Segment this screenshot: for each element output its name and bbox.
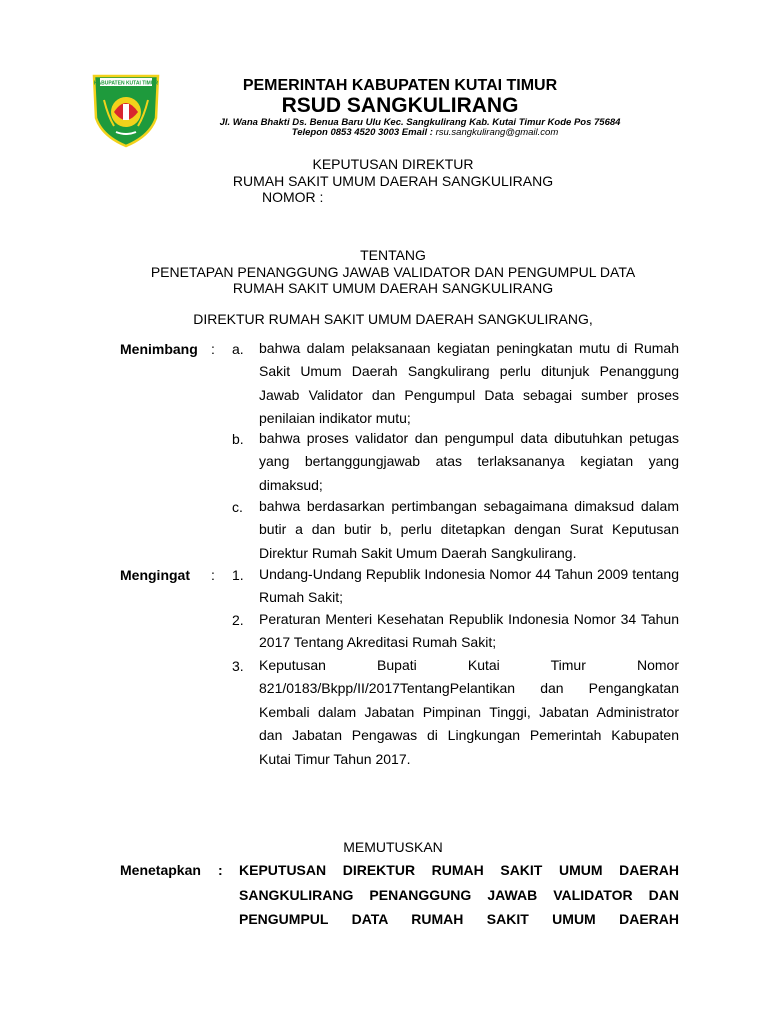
menetapkan-label: Menetapkan xyxy=(120,862,201,878)
letterhead-phone: Telepon 0853 4520 3003 Email : xyxy=(291,127,433,138)
menimbang-item-b: bahwa proses validator dan pengumpul data dibutuhkan petugas yang bertanggungjawab atas terlaksananya kegiatan yang dimaksud; xyxy=(259,430,679,493)
menimbang-colon: : xyxy=(211,341,215,357)
svg-text:KABUPATEN KUTAI TIMUR: KABUPATEN KUTAI TIMUR xyxy=(93,80,159,87)
letterhead-email: rsu.sangkulirang@gmail.com xyxy=(435,127,559,138)
menimbang-item-c: bahwa berdasarkan pertimbangan sebagaimana dimaksud dalam butir a dan butir b, perlu ditetapkan dengan Surat Keputusan Direktur Rumah Sakit Umum Daerah Sangkulirang. xyxy=(259,498,679,561)
menimbang-label: Menimbang xyxy=(120,341,198,357)
mengingat-marker-1: 1. xyxy=(232,567,244,583)
menimbang-marker-b: b. xyxy=(232,431,244,447)
subject-line-2: RUMAH SAKIT UMUM DAERAH SANGKULIRANG xyxy=(232,280,554,296)
mengingat-item-1: Undang-Undang Republik Indonesia Nomor 44 Tahun 2009 tentang Rumah Sakit; xyxy=(259,566,679,606)
menetapkan-colon: : xyxy=(218,862,223,878)
decree-number: NOMOR : xyxy=(262,189,324,205)
mengingat-label: Mengingat xyxy=(120,567,190,583)
menimbang-marker-a: a. xyxy=(232,341,244,357)
decree-title: KEPUTUSAN DIREKTUR xyxy=(312,156,474,172)
letterhead-government: PEMERINTAH KABUPATEN KUTAI TIMUR xyxy=(242,77,558,94)
mengingat-marker-2: 2. xyxy=(232,612,244,628)
letterhead-address: Jl. Wana Bhakti Ds. Benua Baru Ulu Kec. Sangkulirang Kab. Kutai Timur Kode Pos 75684 xyxy=(219,117,621,128)
letterhead-contact xyxy=(200,127,650,138)
mengingat-item-2: Peraturan Menteri Kesehatan Republik Indonesia Nomor 34 Tahun 2017 Tentang Akreditasi Rumah Sakit; xyxy=(259,611,679,651)
regency-emblem-logo xyxy=(90,70,162,148)
director-heading: DIREKTUR RUMAH SAKIT UMUM DAERAH SANGKULIRANG, xyxy=(193,311,593,327)
letterhead-hospital-name: RSUD SANGKULIRANG xyxy=(281,94,519,117)
subject-tentang: TENTANG xyxy=(360,247,426,263)
menetapkan-text: KEPUTUSAN DIREKTUR RUMAH SAKIT UMUM DAERAH SANGKULIRANG PENANGGUNG JAWAB VALIDATOR DAN PENGUMPUL DATA RUMAH SAKIT UMUM DAERAH xyxy=(239,862,679,928)
memutuskan-heading: MEMUTUSKAN xyxy=(343,839,443,855)
menimbang-item-a: bahwa dalam pelaksanaan kegiatan peningkatan mutu di Rumah Sakit Umum Daerah Sangkulirang perlu ditunjuk Penanggung Jawab Validator dan Pengumpul Data sebagai sumber proses penilaian indikator mutu; xyxy=(259,340,679,427)
mengingat-marker-3: 3. xyxy=(232,658,244,674)
mengingat-colon: : xyxy=(211,567,215,583)
subject-line-1: PENETAPAN PENANGGUNG JAWAB VALIDATOR DAN PENGUMPUL DATA xyxy=(150,264,636,280)
decree-institution: RUMAH SAKIT UMUM DAERAH SANGKULIRANG xyxy=(232,173,554,189)
mengingat-item-3: Keputusan Bupati Kutai Timur Nomor 821/0183/Bkpp/II/2017TentangPelantikan dan Pengangkatan Kembali dalam Jabatan Pimpinan Tinggi, Jabatan Administrator dan Jabatan Pengawas di Lingkungan Pemerintah Kabupaten Kutai Timur Tahun 2017. xyxy=(259,657,679,767)
menimbang-marker-c: c. xyxy=(232,499,243,515)
